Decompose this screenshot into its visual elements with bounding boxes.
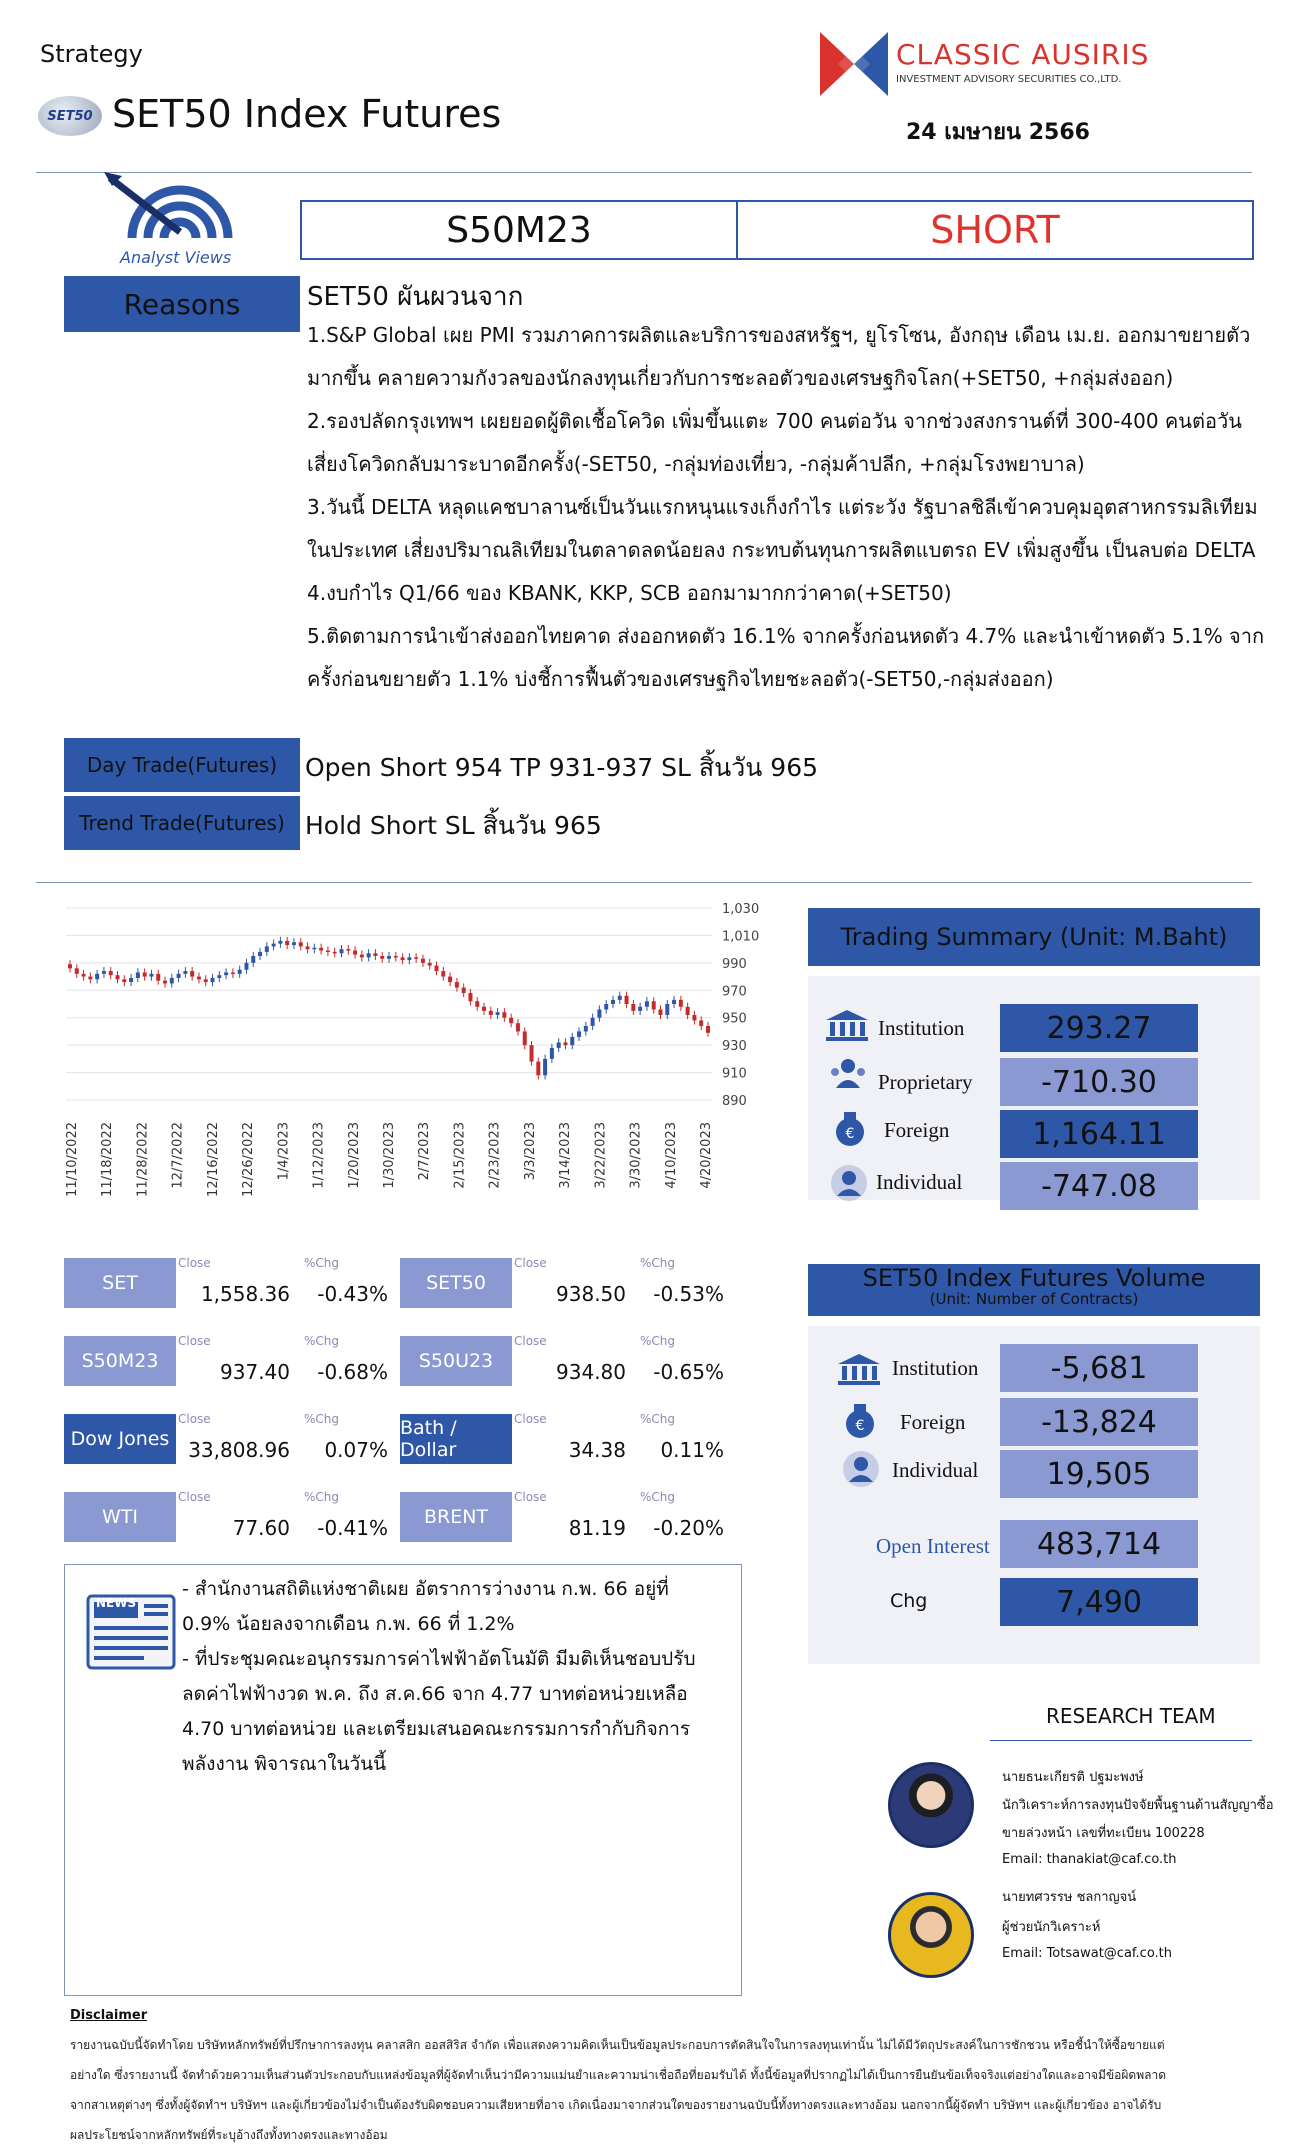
- trading-summary-title: Trading Summary (Unit: M.Baht): [840, 923, 1228, 951]
- candle-body: [204, 979, 208, 982]
- call-symbol: S50M23: [302, 202, 738, 258]
- summary-value-proprietary: -710.30: [1000, 1058, 1198, 1106]
- candle-body: [462, 988, 466, 993]
- candle-body: [658, 1009, 662, 1014]
- chg-label: %Chg: [304, 1334, 340, 1348]
- candle-body: [536, 1062, 540, 1076]
- group-icon: [828, 1054, 868, 1094]
- candle-body: [82, 974, 86, 977]
- candle-body: [584, 1026, 588, 1031]
- reason-line-2: มากขึ้น คลายความกังวลของนักลงทุนเกี่ยวกับการชะลอตัวของเศรษฐกิจโลก(+SET50, +กลุ่มส่งออก): [307, 366, 1174, 390]
- chg-label: %Chg: [304, 1412, 340, 1426]
- bank-icon: [836, 1352, 882, 1386]
- day-trade-text: Open Short 954 TP 931-937 SL สิ้นวัน 965: [305, 753, 819, 782]
- disclaimer-line-2: อย่างใด ซึ่งรายงานนี้ จัดทำด้วยความเห็นส่วนตัวประกอบกับแหล่งข้อมูลที่ผู้จัดทำเห็นว่ามีความแม่นยำและความน่าเชื่อถือที่ยอมรับได้ ทั้งนี้ข้อมูลที่ปรากฏไม่ได้เป็นการยืนยันข้อเท็จจริงแต่อย่างใดและอาจมีข้อผิดพลาด: [70, 2068, 1166, 2082]
- candle-body: [706, 1026, 710, 1033]
- candle-body: [75, 968, 79, 973]
- y-tick-label: 910: [722, 1066, 747, 1082]
- y-tick-label: 1,010: [722, 929, 760, 945]
- chg-label: Chg: [890, 1590, 928, 1612]
- futures-volume-subtitle: (Unit: Number of Contracts): [929, 1290, 1139, 1308]
- news-line-5: 4.70 บาทต่อหน่วย และเตรียมเสนอคณะกรรมการกำกับกิจการ: [182, 1718, 691, 1740]
- x-tick-label: 2/7/2023: [417, 1122, 433, 1181]
- market-label: SET50: [400, 1258, 512, 1308]
- candle-body: [686, 1007, 690, 1015]
- market-label: S50U23: [400, 1336, 512, 1386]
- x-tick-label: 2/15/2023: [452, 1122, 468, 1189]
- reason-line-5: 3.วันนี้ DELTA หลุดแคชบาลานซ์เป็นวันแรกหนุนแรงเก็งกำไร แต่ระวัง รัฐบาลชิลีเข้าควบคุมอุตสาหกรรมลิเทียม: [307, 495, 1258, 519]
- x-tick-label: 12/7/2022: [170, 1122, 186, 1189]
- close-value: 1,558.36: [200, 1282, 290, 1306]
- candle-body: [401, 957, 405, 960]
- reason-line-3: 2.รองปลัดกรุงเทพฯ เผยยอดผู้ติดเชื้อโควิด เพิ่มขึ้นแตะ 700 คนต่อวัน จากช่วงสงกรานต์ที่ 300-400 คนต่อวัน: [307, 409, 1242, 433]
- candle-body: [699, 1020, 703, 1025]
- x-tick-label: 11/18/2022: [100, 1122, 116, 1197]
- research-divider: [990, 1740, 1252, 1741]
- news-line-2: 0.9% น้อยลงจากเดือน ก.พ. 66 ที่ 1.2%: [182, 1613, 515, 1635]
- chg-value: 0.07%: [324, 1438, 388, 1462]
- x-tick-label: 3/14/2023: [558, 1122, 574, 1189]
- volume-value-foreign: -13,824: [1000, 1398, 1198, 1446]
- y-tick-label: 930: [722, 1039, 747, 1055]
- candle-body: [407, 957, 411, 960]
- candle-body: [482, 1007, 486, 1011]
- candle-body: [455, 982, 459, 987]
- x-tick-label: 1/30/2023: [382, 1122, 397, 1189]
- candle-body: [122, 979, 126, 982]
- close-label: Close: [514, 1412, 547, 1426]
- x-tick-label: 1/12/2023: [311, 1122, 327, 1189]
- candle-body: [591, 1018, 595, 1026]
- money-bag-icon: [830, 1108, 870, 1148]
- candle-body: [516, 1023, 520, 1031]
- call-box: [300, 200, 1254, 260]
- candle-body: [652, 1001, 656, 1009]
- volume-label-institution: Institution: [892, 1356, 979, 1380]
- candle-body: [394, 956, 398, 958]
- trades-divider: [36, 882, 1252, 883]
- candle-body: [448, 977, 452, 982]
- candle-body: [631, 1004, 635, 1011]
- y-tick-label: 950: [722, 1011, 747, 1027]
- close-value: 77.60: [232, 1516, 290, 1540]
- candle-body: [563, 1042, 567, 1045]
- x-tick-label: 11/10/2022: [65, 1122, 80, 1197]
- x-tick-label: 3/22/2023: [593, 1122, 609, 1189]
- market-label: SET: [64, 1258, 176, 1308]
- close-value: 33,808.96: [188, 1438, 290, 1462]
- x-tick-label: 3/3/2023: [522, 1122, 538, 1181]
- trend-trade-text: Hold Short SL สิ้นวัน 965: [305, 811, 602, 840]
- trading-summary-header: [808, 908, 1260, 966]
- company-logo-icon: [818, 28, 890, 100]
- candle-body: [373, 953, 377, 956]
- market-label: WTI: [64, 1492, 176, 1542]
- set50-logo-text: SET50: [47, 108, 93, 124]
- news-line-6: พลังงาน พิจารณาในวันนี้: [182, 1753, 387, 1775]
- disclaimer-line-4: ผลประโยชน์จากหลักทรัพย์ที่ระบุอ้างถึงทั้งทางตรงและทางอ้อม: [70, 2128, 388, 2142]
- news-line-1: - สำนักงานสถิติแห่งชาติเผย อัตราการว่างงาน ก.พ. 66 อยู่ที่: [182, 1578, 669, 1600]
- y-tick-label: 890: [722, 1094, 747, 1109]
- close-value: 937.40: [220, 1360, 290, 1384]
- candle-body: [367, 953, 371, 957]
- candle-body: [163, 981, 167, 984]
- research-team-title: RESEARCH TEAM: [1046, 1704, 1216, 1728]
- candle-body: [346, 949, 350, 951]
- close-label: Close: [178, 1256, 211, 1270]
- close-label: Close: [178, 1490, 211, 1504]
- chg-value: -0.20%: [653, 1516, 724, 1540]
- summary-label-individual: Individual: [876, 1170, 963, 1194]
- news-badge: NEWS: [96, 1596, 137, 1610]
- candle-body: [530, 1045, 534, 1061]
- market-label: BRENT: [400, 1492, 512, 1542]
- x-tick-label: 1/4/2023: [276, 1122, 292, 1181]
- candle-body: [285, 941, 289, 945]
- candle-body: [611, 1000, 615, 1004]
- candle-body: [217, 975, 221, 978]
- candle-body: [428, 963, 432, 966]
- market-label: Bath / Dollar: [400, 1414, 512, 1464]
- news-line-4: ลดค่าไฟฟ้างวด พ.ค. ถึง ส.ค.66 จาก 4.77 บาทต่อหน่วยเหลือ: [182, 1683, 688, 1705]
- chg-value: -0.41%: [317, 1516, 388, 1540]
- candle-body: [638, 1007, 642, 1011]
- candle-body: [177, 974, 181, 978]
- researcher-1-email: Email: thanakiat@caf.co.th: [1002, 1852, 1177, 1867]
- candle-body: [509, 1018, 513, 1023]
- candle-body: [679, 1000, 683, 1007]
- volume-label-foreign: Foreign: [900, 1410, 966, 1434]
- report-date: 24 เมษายน 2566: [906, 120, 1090, 145]
- close-label: Close: [514, 1490, 547, 1504]
- close-value: 934.80: [556, 1360, 626, 1384]
- candle-body: [238, 970, 242, 974]
- researcher-2-role: ผู้ช่วยนักวิเคราะห์: [1002, 1920, 1101, 1935]
- reason-line-7: 4.งบกำไร Q1/66 ของ KBANK, KKP, SCB ออกมามากกว่าคาด(+SET50): [307, 581, 952, 605]
- candle-body: [577, 1031, 581, 1036]
- candle-body: [625, 996, 629, 1004]
- candle-body: [645, 1001, 649, 1006]
- summary-label-institution: Institution: [878, 1016, 965, 1040]
- news-line-3: - ที่ประชุมคณะอนุกรรมการค่าไฟฟ้าอัตโนมัติ มีมติเห็นชอบปรับ: [182, 1648, 696, 1670]
- candle-body: [496, 1012, 500, 1015]
- chg-value: -0.65%: [653, 1360, 724, 1384]
- candle-body: [387, 956, 391, 959]
- set50-logo: [38, 96, 102, 136]
- futures-volume-header: [808, 1264, 1260, 1316]
- volume-value-institution: -5,681: [1000, 1344, 1198, 1392]
- candle-body: [265, 946, 269, 951]
- chg-value: 0.11%: [660, 1438, 724, 1462]
- avatar: [888, 1892, 974, 1978]
- chg-value: -0.53%: [653, 1282, 724, 1306]
- candle-body: [224, 972, 228, 975]
- trend-trade-label: Trend Trade(Futures): [64, 796, 300, 850]
- reason-line-4: เสี่ยงโควิดกลับมาระบาดอีกครั้ง(-SET50, -กลุ่มท่องเที่ยว, -กลุ่มค้าปลีก, +กลุ่มโรงพยาบาล): [307, 452, 1085, 476]
- chg-value: -0.43%: [317, 1282, 388, 1306]
- candle-body: [360, 955, 364, 958]
- reasons-heading: SET50 ผันผวนจาก: [307, 282, 524, 312]
- candle-body: [95, 974, 99, 979]
- candle-body: [156, 974, 160, 981]
- candle-body: [190, 971, 194, 976]
- candle-body: [557, 1042, 561, 1047]
- y-tick-label: 990: [722, 956, 747, 972]
- candle-body: [414, 957, 418, 959]
- candle-body: [475, 1001, 479, 1006]
- candle-body: [109, 971, 113, 975]
- candle-body: [211, 978, 215, 982]
- avatar: [888, 1762, 974, 1848]
- reason-line-8: 5.ติดตามการนำเข้าส่งออกไทยคาด ส่งออกหดตัว 16.1% จากครั้งก่อนหดตัว 4.7% และนำเข้าหดตัว 5.1% จาก: [307, 624, 1265, 648]
- candle-body: [143, 972, 147, 976]
- candle-body: [306, 946, 310, 949]
- price-chart: [60, 896, 780, 1226]
- candle-body: [339, 949, 343, 953]
- open-interest-label: Open Interest: [876, 1534, 990, 1558]
- chg-value: 7,490: [1000, 1578, 1198, 1626]
- candle-body: [312, 948, 316, 950]
- candle-body: [231, 972, 235, 974]
- researcher-2-email: Email: Totsawat@caf.co.th: [1002, 1946, 1173, 1961]
- call-position: SHORT: [930, 208, 1060, 252]
- candle-body: [468, 993, 472, 1001]
- summary-label-foreign: Foreign: [884, 1118, 950, 1142]
- summary-value-foreign: 1,164.11: [1000, 1110, 1198, 1158]
- chg-label: %Chg: [640, 1334, 676, 1348]
- candle-body: [523, 1031, 527, 1045]
- day-trade-label: Day Trade(Futures): [64, 738, 300, 792]
- reason-line-9: ครั้งก่อนขยายตัว 1.1% บ่งชี้การฟื้นตัวของเศรษฐกิจไทยชะลอตัว(-SET50,-กลุ่มส่งออก): [307, 667, 1054, 691]
- candle-body: [244, 963, 248, 970]
- open-interest-value: 483,714: [1000, 1520, 1198, 1568]
- chg-label: %Chg: [304, 1256, 340, 1270]
- candle-body: [116, 975, 120, 979]
- candle-body: [258, 952, 262, 956]
- candle-body: [129, 978, 133, 982]
- page-title: SET50 Index Futures: [112, 92, 502, 136]
- candle-body: [319, 948, 323, 951]
- x-tick-label: 11/28/2022: [135, 1122, 151, 1197]
- close-value: 34.38: [568, 1438, 626, 1462]
- summary-value-individual: -747.08: [1000, 1162, 1198, 1210]
- y-tick-label: 1,030: [722, 902, 760, 917]
- reasons-label: Reasons: [64, 276, 300, 332]
- x-tick-label: 1/20/2023: [346, 1122, 362, 1189]
- chg-label: %Chg: [304, 1490, 340, 1504]
- analyst-views-label: Analyst Views: [120, 248, 232, 267]
- researcher-1-role: นักวิเคราะห์การลงทุนปัจจัยพื้นฐานด้านสัญญาซื้อ: [1002, 1798, 1274, 1813]
- candle-body: [502, 1012, 506, 1017]
- candle-body: [170, 978, 174, 983]
- x-tick-label: 2/23/2023: [487, 1122, 503, 1189]
- candle-body: [68, 964, 72, 968]
- researcher-2-name: นายทศวรรษ ชลกาญจน์: [1002, 1890, 1137, 1905]
- candle-body: [278, 941, 282, 944]
- x-tick-label: 12/16/2022: [205, 1122, 221, 1197]
- volume-label-individual: Individual: [892, 1458, 979, 1482]
- researcher-1-role2: ขายล่วงหน้า เลขที่ทะเบียน 100228: [1002, 1826, 1205, 1841]
- candle-body: [550, 1048, 554, 1059]
- candle-body: [570, 1037, 574, 1045]
- y-tick-label: 970: [722, 984, 747, 1000]
- company-name: CLASSIC AUSIRIS: [896, 38, 1150, 71]
- reason-line-1: 1.S&P Global เผย PMI รวมภาคการผลิตและบริการของสหรัฐฯ, ยูโรโซน, อังกฤษ เดือน เม.ย. ออกมาขยายตัว: [307, 323, 1251, 347]
- candle-body: [597, 1009, 601, 1017]
- person-icon: [842, 1450, 880, 1488]
- chg-label: %Chg: [640, 1256, 676, 1270]
- candle-body: [543, 1059, 547, 1075]
- strategy-label: Strategy: [40, 40, 143, 68]
- chg-label: %Chg: [640, 1412, 676, 1426]
- summary-value-institution: 293.27: [1000, 1004, 1198, 1052]
- researcher-1-name: นายธนะเกียรติ ปฐมะพงษ์: [1002, 1770, 1144, 1785]
- market-label: S50M23: [64, 1336, 176, 1386]
- candle-body: [326, 951, 330, 953]
- close-label: Close: [514, 1256, 547, 1270]
- bank-icon: [824, 1008, 870, 1042]
- disclaimer-title: Disclaimer: [70, 2008, 148, 2023]
- candle-body: [672, 1000, 676, 1004]
- close-label: Close: [514, 1334, 547, 1348]
- candle-body: [88, 977, 92, 980]
- disclaimer-line-1: รายงานฉบับนี้จัดทำโดย บริษัทหลักทรัพย์ที่ปรึกษาการลงทุน คลาสสิก ออสสิริส จำกัด เพื่อแสดงความคิดเห็นเป็นข้อมูลประกอบการตัดสินใจในการลงทุนเท่านั้น ไม่ได้มีวัตถุประสงค์ในการชักชวน หรือชี้นำให้ซื้อขายแต่: [70, 2038, 1165, 2052]
- candle-body: [333, 952, 337, 954]
- candle-body: [421, 959, 425, 963]
- candle-body: [299, 942, 303, 946]
- candle-body: [604, 1004, 608, 1009]
- candle-body: [272, 944, 276, 947]
- candle-body: [183, 971, 187, 974]
- candle-body: [665, 1004, 669, 1015]
- svg-text:€: €: [855, 1418, 865, 1434]
- candle-body: [489, 1011, 493, 1015]
- candle-body: [380, 956, 384, 959]
- close-value: 81.19: [568, 1516, 626, 1540]
- x-tick-label: 4/20/2023: [699, 1122, 714, 1189]
- candle-body: [692, 1015, 696, 1020]
- close-label: Close: [178, 1412, 211, 1426]
- svg-text:€: €: [845, 1126, 855, 1142]
- candle-body: [441, 971, 445, 976]
- candle-body: [435, 966, 439, 971]
- candle-body: [292, 942, 296, 945]
- x-tick-label: 4/10/2023: [663, 1122, 679, 1189]
- candle-body: [197, 977, 201, 980]
- close-label: Close: [178, 1334, 211, 1348]
- volume-value-individual: 19,505: [1000, 1450, 1198, 1498]
- money-bag-icon: [840, 1400, 880, 1440]
- x-tick-label: 12/26/2022: [241, 1122, 257, 1197]
- disclaimer-line-3: จากสาเหตุต่างๆ ซึ่งทั้งผู้จัดทำฯ บริษัทฯ และผู้เกี่ยวข้องไม่จำเป็นต้องรับผิดชอบความเสียหายที่อาจ เกิดเนื่องมาจากส่วนใดของรายงานฉบับนี้ทั้งทางตรงและทางอ้อม นอกจากนี้ผู้จัดทำ บริษัทฯ และผู้เกี่ยวข้อง อาจได้รับ: [70, 2098, 1162, 2112]
- person-icon: [830, 1164, 868, 1202]
- summary-label-proprietary: Proprietary: [878, 1070, 973, 1094]
- company-subname: INVESTMENT ADVISORY SECURITIES CO.,LTD.: [896, 74, 1122, 85]
- candle-body: [149, 974, 153, 977]
- candle-body: [618, 996, 622, 1000]
- x-tick-label: 3/30/2023: [628, 1122, 644, 1189]
- candle-body: [353, 951, 357, 955]
- candle-body: [102, 971, 106, 974]
- close-value: 938.50: [556, 1282, 626, 1306]
- chg-value: -0.68%: [317, 1360, 388, 1384]
- candle-body: [251, 956, 255, 963]
- reason-line-6: ในประเทศ เสี่ยงปริมาณลิเทียมในตลาดลดน้อยลง กระทบต้นทุนการผลิตแบตรถ EV เพิ่มสูงขึ้น เป็นลบต่อ DELTA: [307, 538, 1256, 562]
- market-label: Dow Jones: [64, 1414, 176, 1464]
- candle-body: [136, 972, 140, 977]
- target-icon: [92, 172, 252, 258]
- futures-volume-title: SET50 Index Futures Volume: [862, 1264, 1206, 1292]
- chg-label: %Chg: [640, 1490, 676, 1504]
